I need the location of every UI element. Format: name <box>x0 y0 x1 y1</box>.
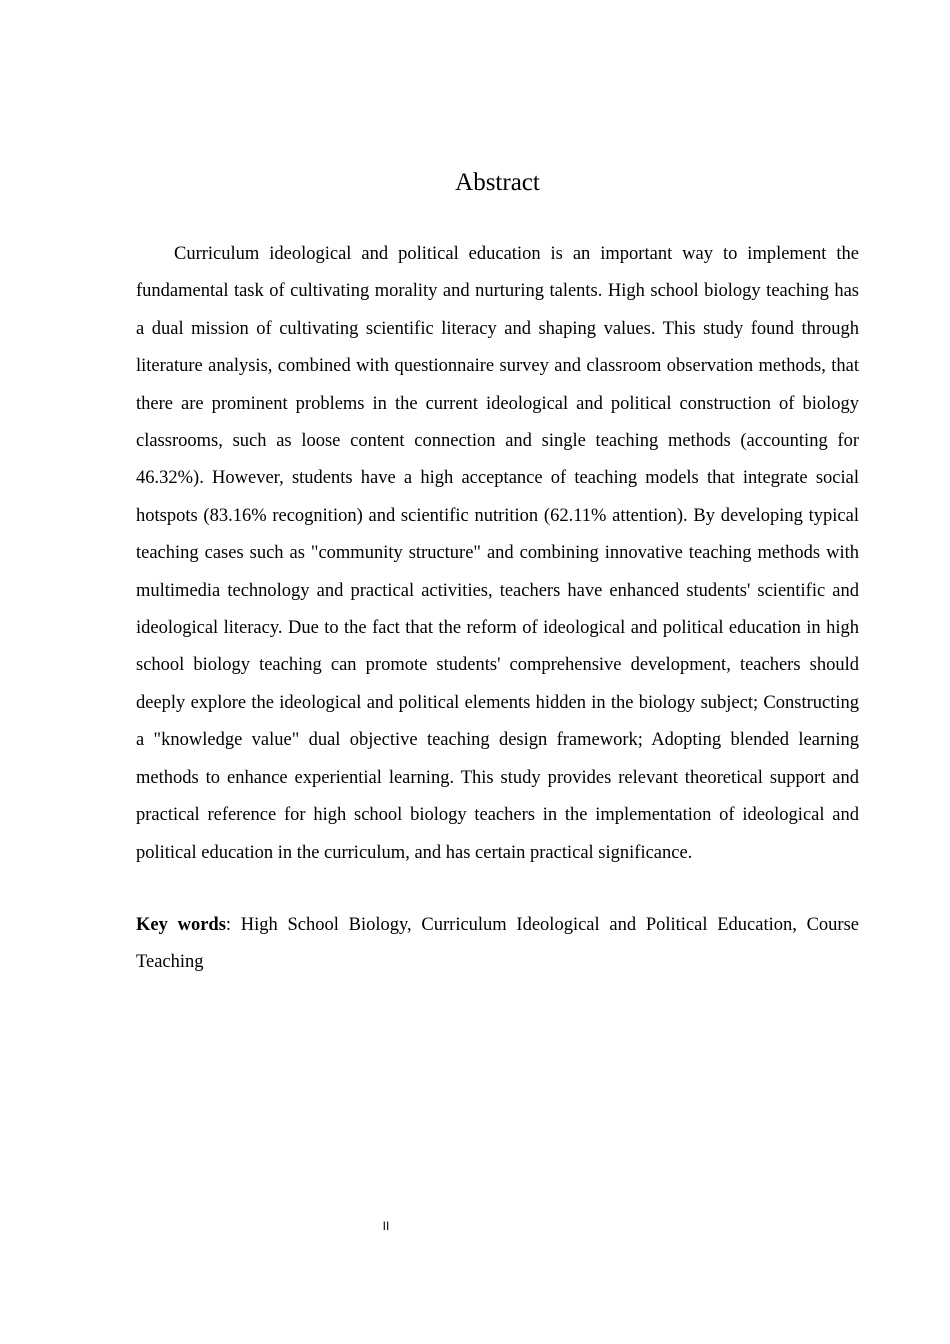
keywords-paragraph <box>136 907 859 982</box>
abstract-title: Abstract <box>455 169 540 196</box>
page-number: II <box>382 1219 390 1233</box>
keywords-label: Key words <box>136 915 226 935</box>
keywords-separator: : <box>225 915 232 935</box>
abstract-body: Curriculum ideological and political education is an important way to implement the fundamental task of cultivating morality and nurturing talents. High school biology teaching has a dual mission of cultivating scientific literacy and shaping values. This study found through literature analysis, combined with questionnaire survey and classroom observation methods, that there are prominent problems in the current ideological and political construction of biology classrooms, such as loose content connection and single teaching methods (accounting for 46.32%). However, students have a high acceptance of teaching models that integrate social hotspots (83.16% recognition) and scientific nutrition (62.11% attention). By developing typical teaching cases such as "community structure" and combining innovative teaching methods with multimedia technology and practical activities, teachers have enhanced students' scientific and ideological literacy. Due to the fact that the reform of ideological and political education in high school biology teaching can promote students' comprehensive development, teachers should deeply explore the ideological and political elements hidden in the biology subject; Constructing a "knowledge value" dual objective teaching design framework; Adopting blended learning methods to enhance experiential learning. This study provides relevant theoretical support and practical reference for high school biology teachers in the implementation of ideological and political education in the curriculum, and has certain practical significance. <box>136 244 859 863</box>
keywords-text: High School Biology, Curriculum Ideological and Political Education, Course Teaching <box>136 915 859 973</box>
